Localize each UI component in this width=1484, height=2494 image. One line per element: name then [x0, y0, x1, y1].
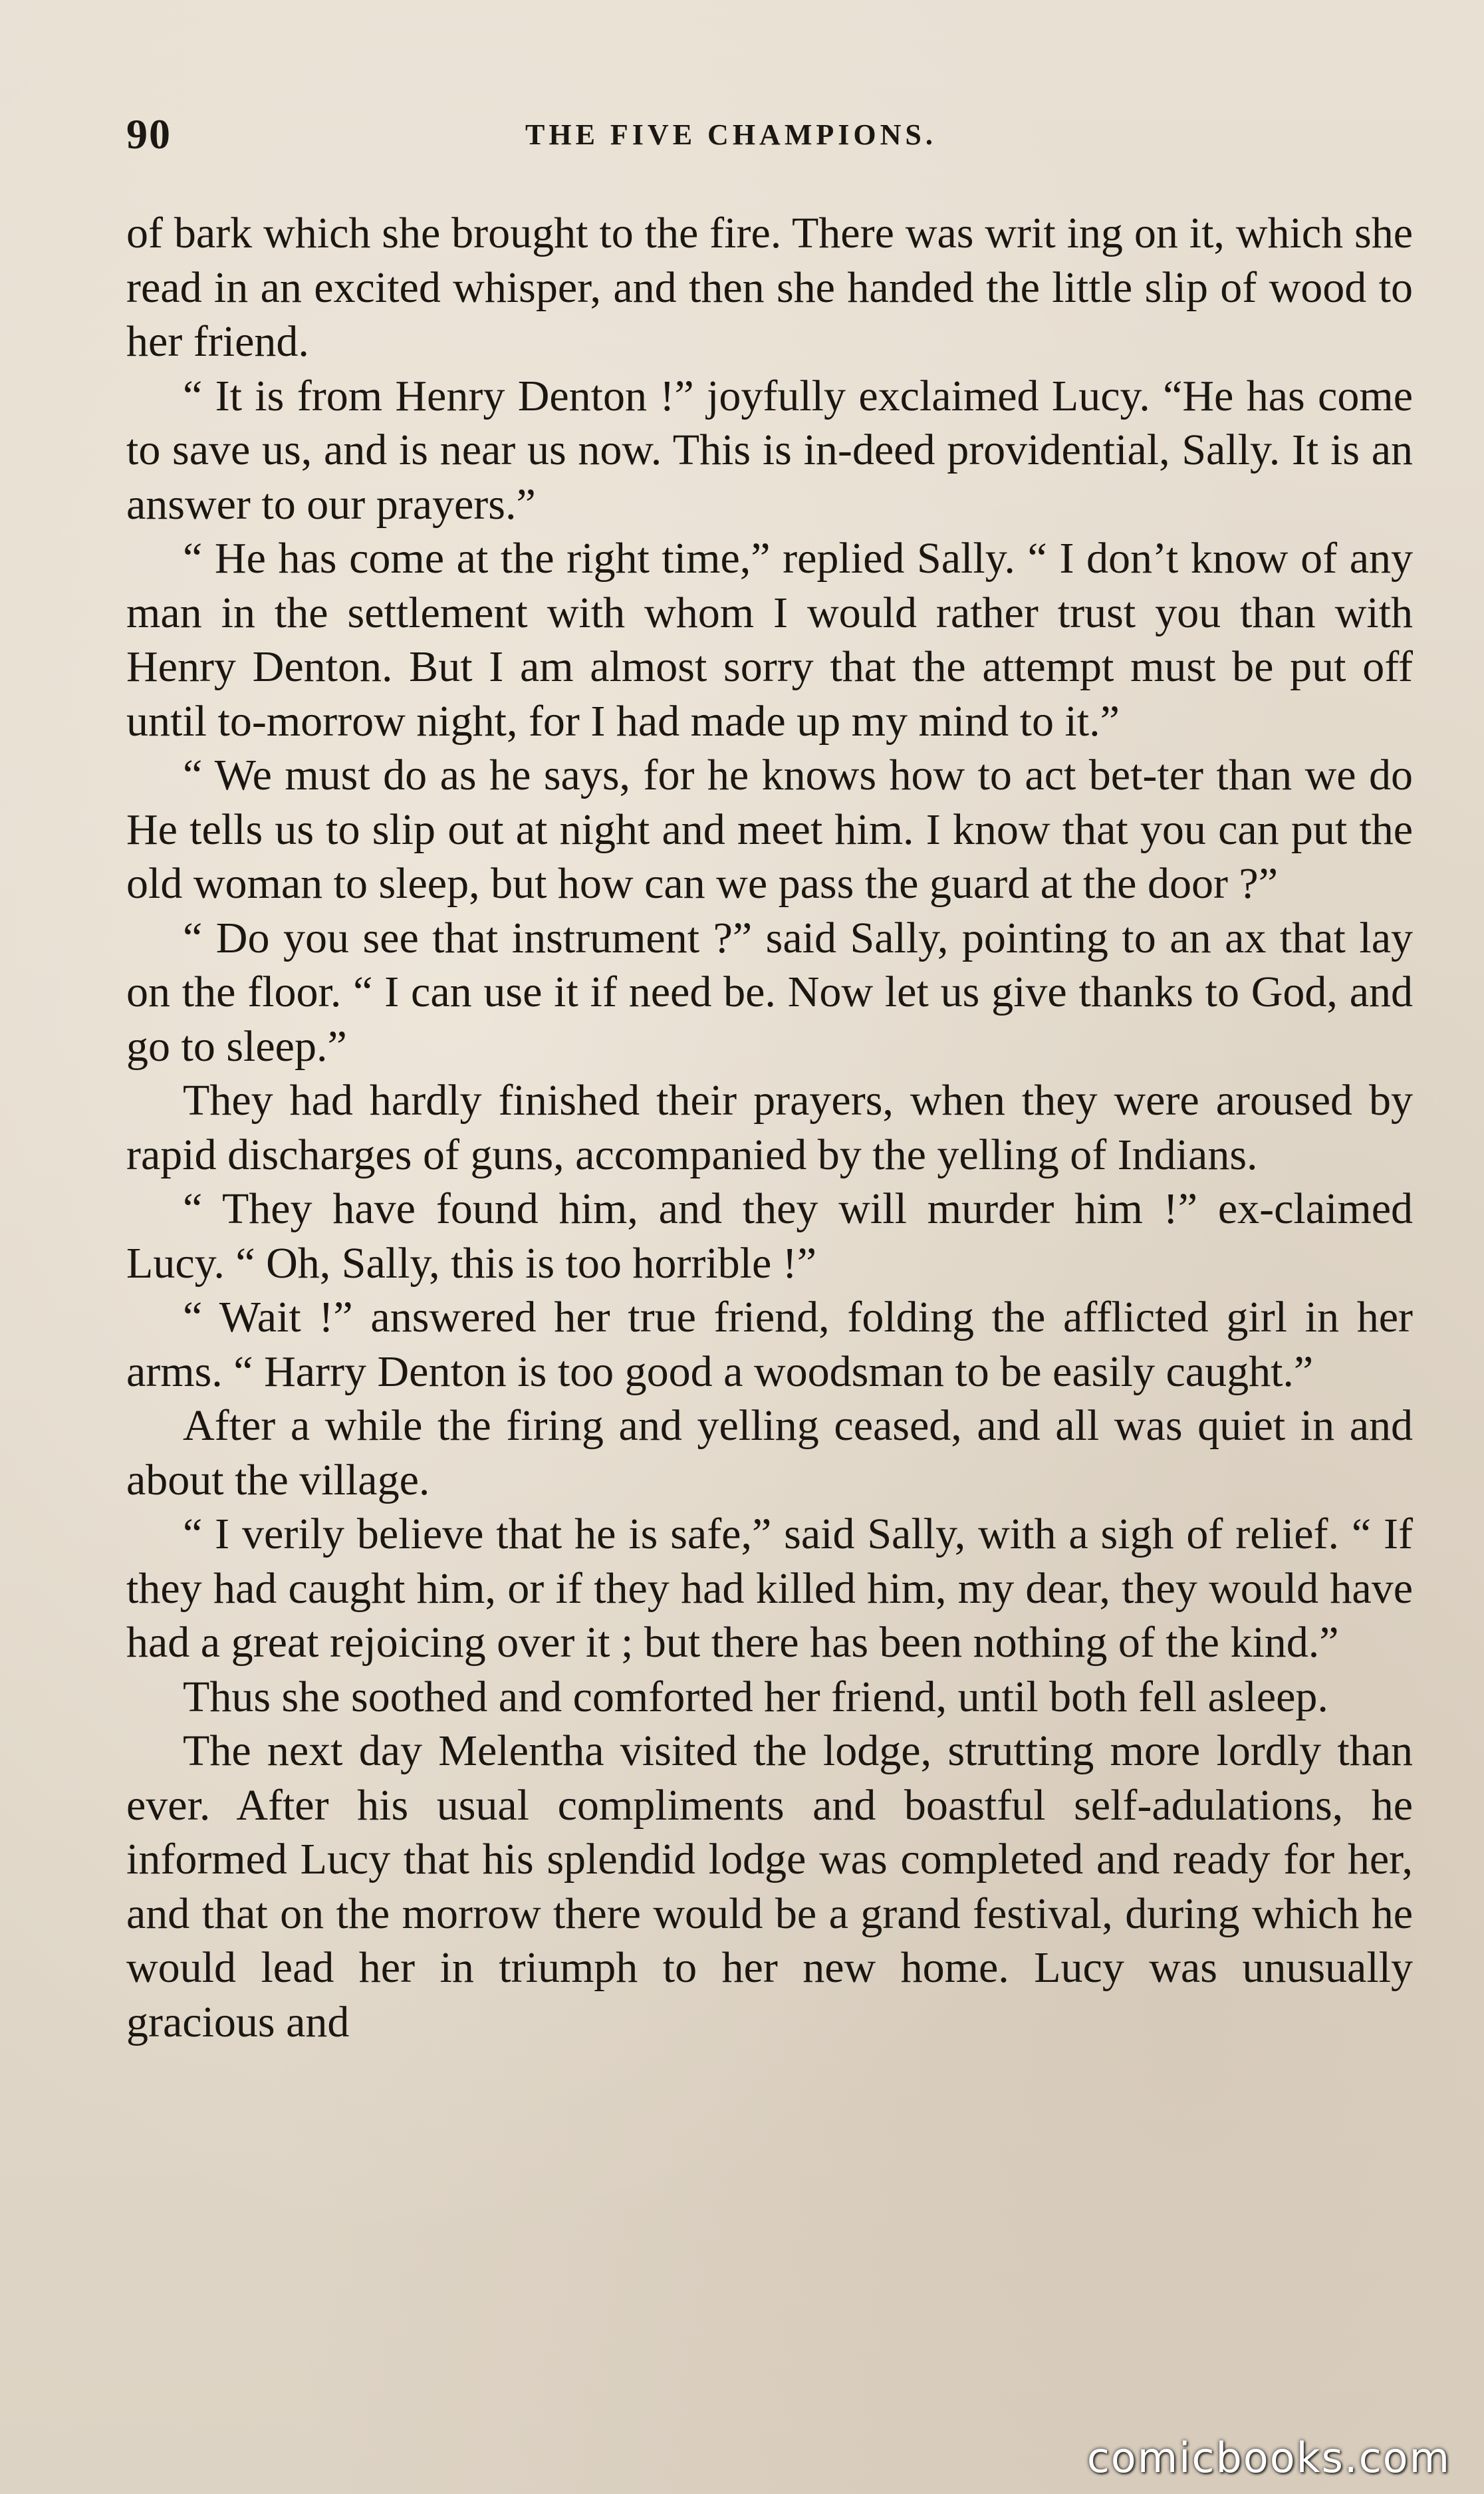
body-text [126, 206, 1413, 2049]
watermark: comicbooks.com [1086, 2433, 1451, 2482]
paragraph: “ Wait !” answered her true friend, folding the afflicted girl in her arms. “ Harry Denton is too good a woodsman to be easily caught.” [126, 1293, 1413, 1396]
paragraph: of bark which she brought to the fire. There was writ ing on it, which she read in an excited whisper, and then she handed the little slip of wood to her friend. [126, 209, 1413, 366]
paragraph: “ He has come at the right time,” replied Sally. “ I don’t know of any man in the settlement with whom I would rather trust you than with Henry Denton. But I am almost sorry that the attempt must be put off until to-morrow night, for I had made up my mind to it.” [126, 534, 1413, 746]
page-header [126, 110, 1371, 163]
page-number: 90 [126, 110, 172, 158]
paragraph: After a while the firing and yelling ceased, and all was quiet in and about the village. [126, 1401, 1413, 1504]
paragraph: Thus she soothed and comforted her friend, until both fell asleep. [183, 1672, 1328, 1721]
paragraph: “ They have found him, and they will murder him !” ex-claimed Lucy. “ Oh, Sally, this is too horrible !” [126, 1184, 1413, 1288]
paragraph: They had hardly finished their prayers, when they were aroused by rapid discharges of guns, accompanied by the yelling of Indians. [126, 1076, 1413, 1179]
paragraph: “ It is from Henry Denton !” joyfully exclaimed Lucy. “He has come to save us, and is near us now. This is in-deed providential, Sally. It is an answer to our prayers.” [126, 371, 1413, 529]
running-head: THE FIVE CHAMPIONS. [525, 118, 937, 151]
paragraph: “ We must do as he says, for he knows how to act bet-ter than we do He tells us to slip out at night and meet him. I know that you can put the old woman to sleep, but how can we pass the guard at the door ?” [126, 751, 1413, 908]
paragraph: “ Do you see that instrument ?” said Sally, pointing to an ax that lay on the floor. “ I can use it if need be. Now let us give thanks to God, and go to sleep.” [126, 913, 1413, 1071]
paragraph: “ I verily believe that he is safe,” said Sally, with a sigh of relief. “ If they had caught him, or if they had killed him, my dear, they would have had a great rejoicing over it ; but there has been nothing of the kind.” [126, 1510, 1413, 1667]
paragraph: The next day Melentha visited the lodge, strutting more lordly than ever. After his usual compliments and boastful self-adulations, he informed Lucy that his splendid lodge was completed and ready for her, and that on the morrow there would be a grand festival, during which he would lead her in triumph to her new home. Lucy was unusually gracious and [126, 1727, 1413, 2046]
